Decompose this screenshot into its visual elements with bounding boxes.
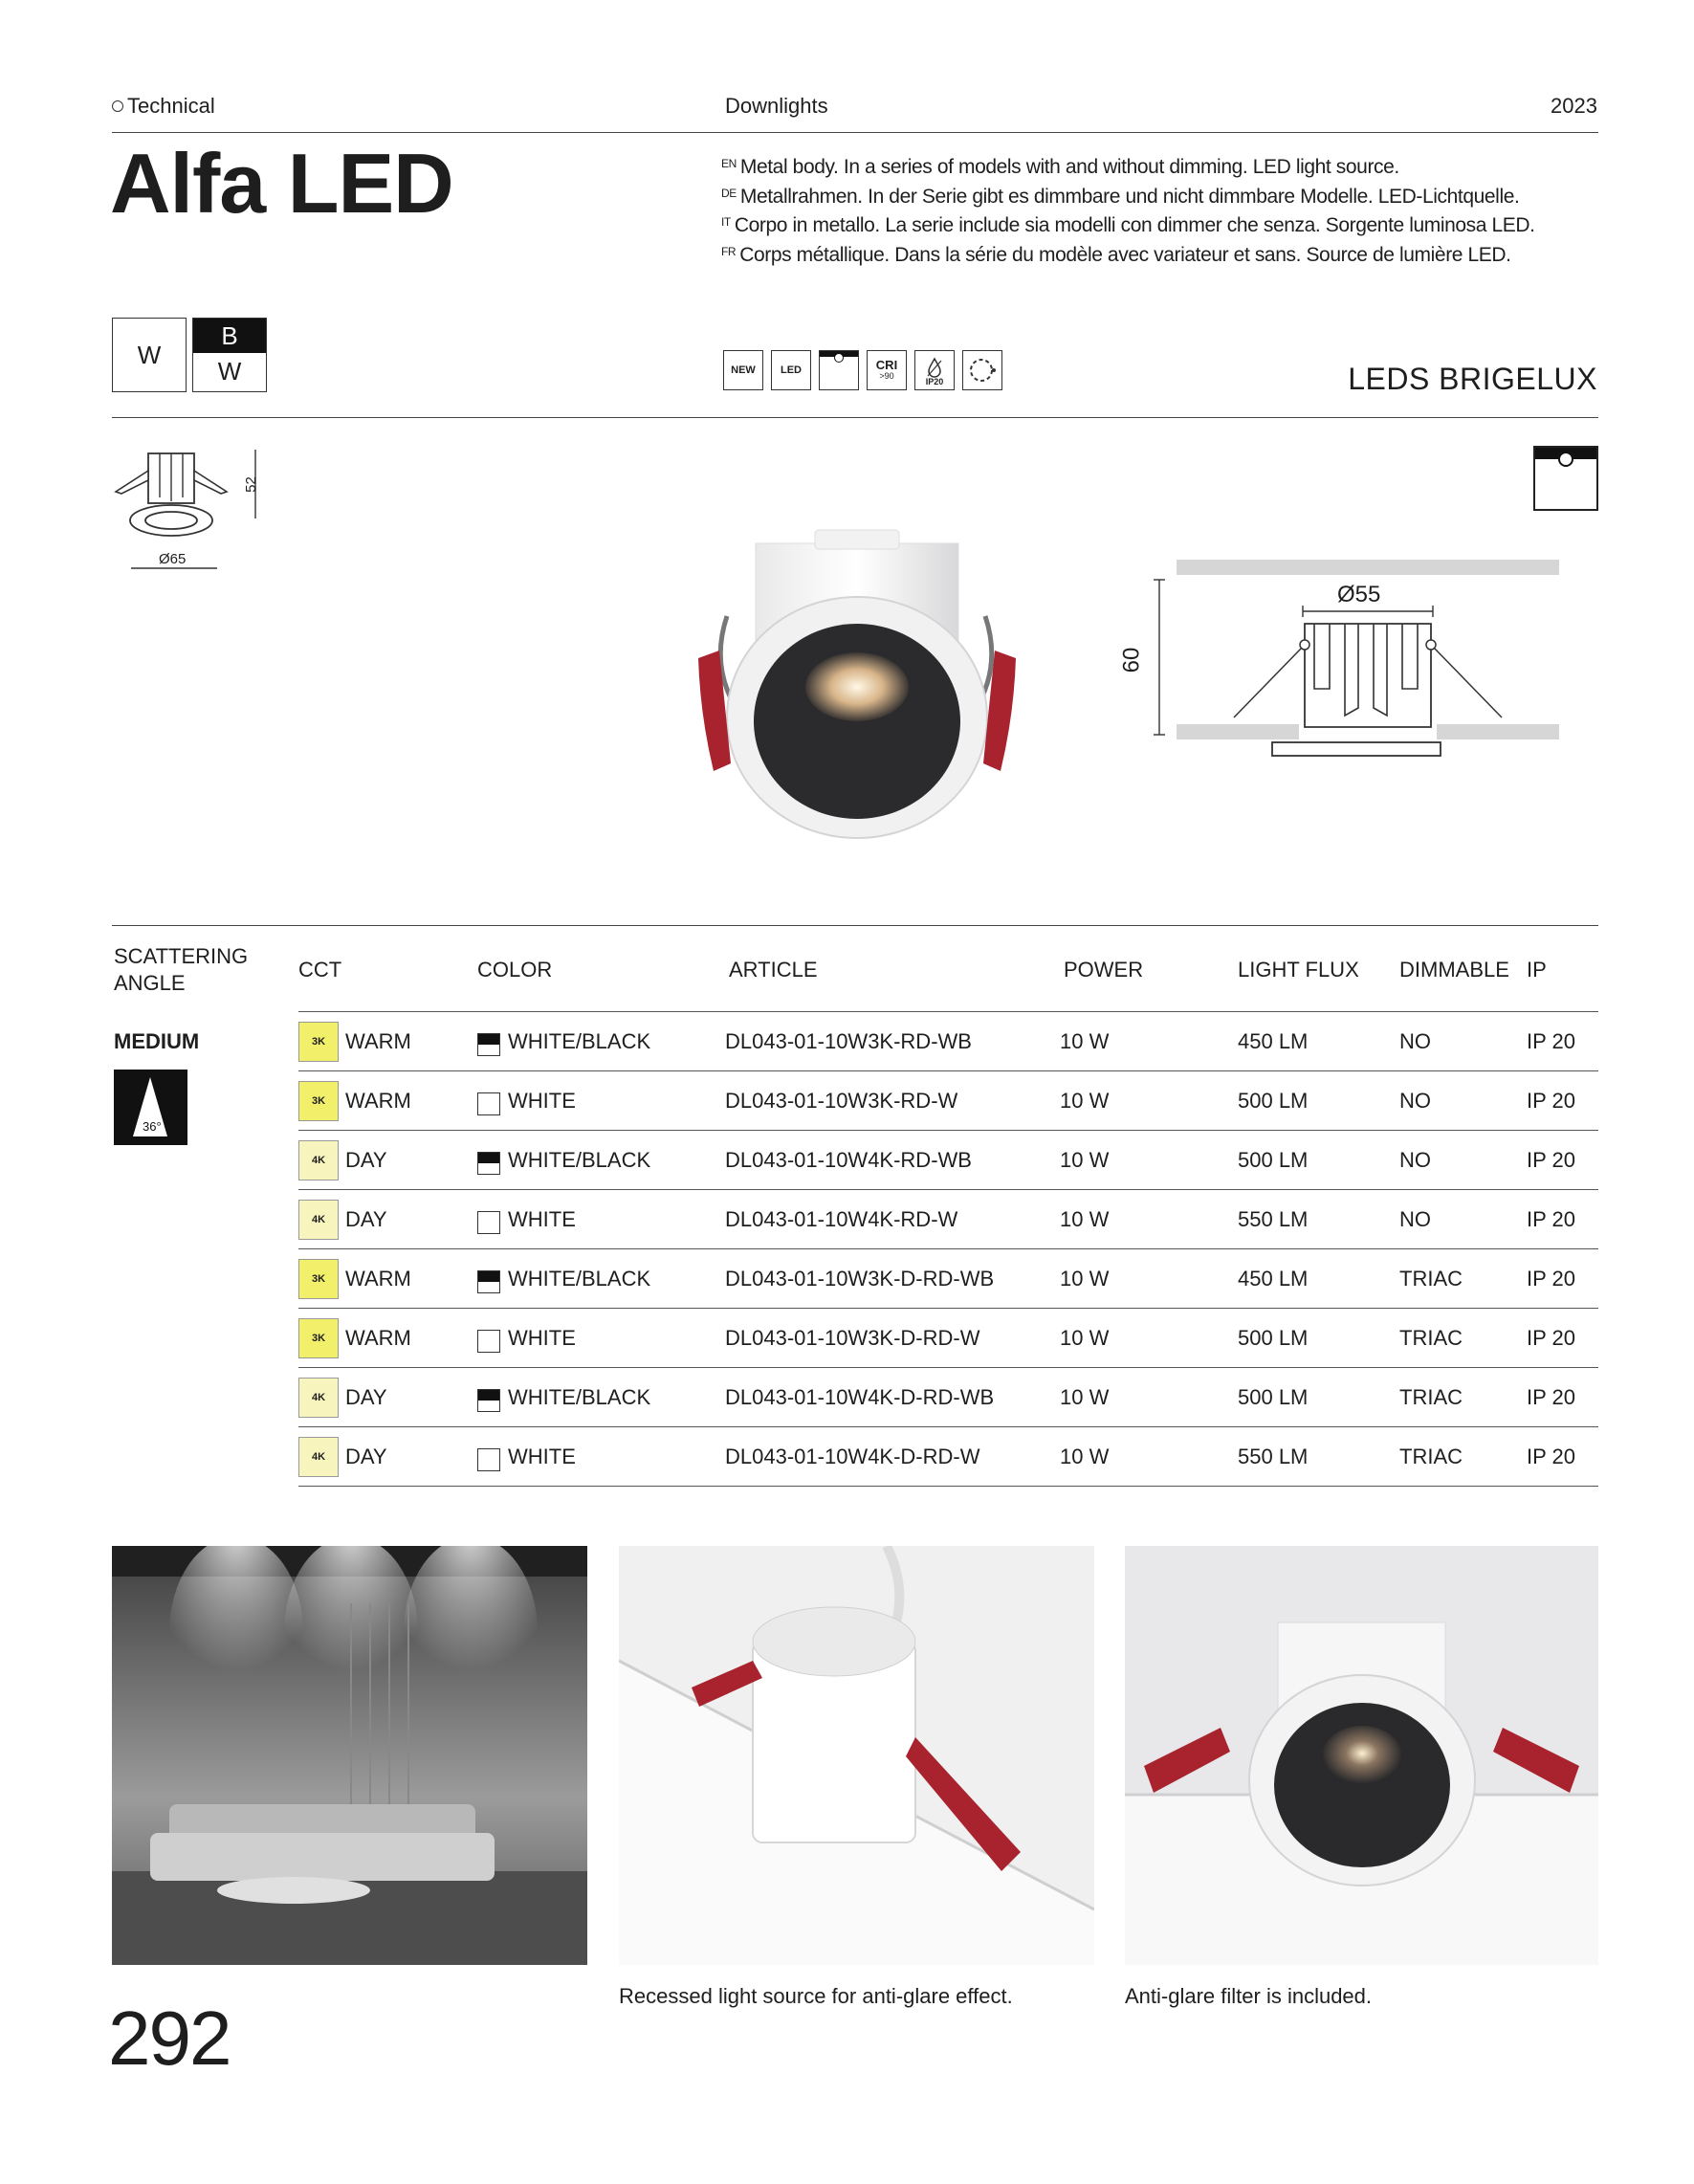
ip-cell: IP 20 xyxy=(1527,1385,1575,1409)
recessed-detail-photo xyxy=(619,1546,1094,1965)
ip-cell: IP 20 xyxy=(1527,1326,1575,1350)
power-cell: 10 W xyxy=(1060,1445,1110,1468)
color-swatch-icon xyxy=(477,1152,500,1175)
table-row xyxy=(298,1427,1598,1487)
color-cell: WHITE/BLACK xyxy=(508,1029,651,1053)
color-cell: WHITE xyxy=(508,1445,576,1468)
header-article: ARTICLE xyxy=(729,958,818,982)
color-swatch-icon xyxy=(477,1448,500,1471)
color-swatch-icon xyxy=(477,1389,500,1412)
header-ip: IP xyxy=(1527,958,1547,982)
cct-name-cell: WARM xyxy=(345,1326,411,1350)
color-cell: WHITE xyxy=(508,1207,576,1231)
header-flux: LIGHT FLUX xyxy=(1238,958,1359,982)
dimmable-cell: NO xyxy=(1399,1089,1431,1113)
table-row xyxy=(298,1012,1598,1071)
flux-cell: 500 LM xyxy=(1238,1089,1309,1113)
flux-cell: 550 LM xyxy=(1238,1207,1309,1231)
dimmable-cell: NO xyxy=(1399,1207,1431,1231)
ip-cell: IP 20 xyxy=(1527,1148,1575,1172)
header-power: POWER xyxy=(1064,958,1144,982)
cct-name-cell: WARM xyxy=(345,1089,411,1113)
led-icon: LED xyxy=(771,350,811,390)
cct-name-cell: WARM xyxy=(345,1267,411,1291)
dimmable-cell: NO xyxy=(1399,1148,1431,1172)
power-cell: 10 W xyxy=(1060,1385,1110,1409)
cct-name-cell: DAY xyxy=(345,1207,387,1231)
flux-cell: 500 LM xyxy=(1238,1148,1309,1172)
description-de: $^{DE}$ Metallrahmen. In der Serie gibt es dimmbare und nicht dimmbare Modelle. LED-Lichtquelle. xyxy=(721,185,1520,208)
cct-name-cell: WARM xyxy=(345,1029,411,1053)
anti-glare-photo xyxy=(1125,1546,1598,1965)
variant-white-box: W xyxy=(112,318,187,392)
new-icon: NEW xyxy=(723,350,763,390)
cct-swatch: 4K xyxy=(298,1378,339,1418)
small-height-label: 52 xyxy=(242,476,259,493)
dimmable-cell: TRIAC xyxy=(1399,1326,1463,1350)
dimmable-cell: TRIAC xyxy=(1399,1445,1463,1468)
section-label xyxy=(112,94,215,119)
cct-name-cell: DAY xyxy=(345,1385,387,1409)
product-description xyxy=(721,151,1601,268)
table-row xyxy=(298,1249,1598,1309)
surface-mount-icon xyxy=(819,350,859,390)
table-row xyxy=(298,1071,1598,1131)
flux-cell: 500 LM xyxy=(1238,1326,1309,1350)
article-cell: DL043-01-10W3K-RD-W xyxy=(725,1089,958,1113)
article-cell: DL043-01-10W4K-RD-WB xyxy=(725,1148,972,1172)
table-row xyxy=(298,1368,1598,1427)
description-fr: $^{FR}$ Corps métallique. Dans la série du modèle avec variateur et sans. Source de lumière LED. xyxy=(721,243,1511,266)
ip-cell: IP 20 xyxy=(1527,1445,1575,1468)
ip-cell: IP 20 xyxy=(1527,1207,1575,1231)
dimmable-cell: TRIAC xyxy=(1399,1267,1463,1291)
table-row xyxy=(298,1131,1598,1190)
variant-black-white-box xyxy=(192,318,267,392)
header-cct: CCT xyxy=(298,958,342,982)
year-label: 2023 xyxy=(1551,94,1597,118)
section-divider xyxy=(112,417,1598,418)
product-title: Alfa LED xyxy=(110,136,453,231)
power-cell: 10 W xyxy=(1060,1089,1110,1113)
cct-swatch: 3K xyxy=(298,1259,339,1299)
circle-icon xyxy=(112,100,123,112)
table-top-divider xyxy=(112,925,1598,926)
description-en: $^{EN}$ Metal body. In a series of models with and without dimming. LED light source. xyxy=(721,156,1399,178)
dimmable-cell: TRIAC xyxy=(1399,1385,1463,1409)
table-row xyxy=(298,1190,1598,1249)
caption-recessed: Recessed light source for anti-glare effect. xyxy=(619,1984,1013,2008)
color-swatch-icon xyxy=(477,1270,500,1293)
color-cell: WHITE xyxy=(508,1089,576,1113)
header-angle: SCATTERING ANGLE xyxy=(114,944,249,995)
dimmer-icon xyxy=(962,350,1002,390)
cct-name-cell: DAY xyxy=(345,1445,387,1468)
color-swatch-icon xyxy=(477,1033,500,1056)
article-cell: DL043-01-10W4K-D-RD-WB xyxy=(725,1385,995,1409)
color-cell: WHITE xyxy=(508,1326,576,1350)
page-number: 292 xyxy=(108,1996,231,2081)
caption-anti-glare: Anti-glare filter is included. xyxy=(1125,1984,1373,2008)
cct-swatch: 3K xyxy=(298,1022,339,1062)
header-dimmable: DIMMABLE xyxy=(1399,958,1509,982)
cutout-diameter-label: Ø55 xyxy=(1337,582,1381,607)
power-cell: 10 W xyxy=(1060,1267,1110,1291)
dimmable-cell: NO xyxy=(1399,1029,1431,1053)
color-swatch-icon xyxy=(477,1092,500,1115)
beam-angle-value: 36° xyxy=(143,1119,162,1134)
ip20-icon: IP20 xyxy=(914,350,955,390)
cri-icon: CRI >90 xyxy=(867,350,907,390)
row-divider xyxy=(298,1486,1598,1487)
color-cell: WHITE/BLACK xyxy=(508,1385,651,1409)
flux-cell: 450 LM xyxy=(1238,1267,1309,1291)
cct-swatch: 3K xyxy=(298,1081,339,1121)
flux-cell: 550 LM xyxy=(1238,1445,1309,1468)
color-swatch-icon xyxy=(477,1330,500,1353)
article-cell: DL043-01-10W3K-D-RD-W xyxy=(725,1326,980,1350)
cct-swatch: 4K xyxy=(298,1140,339,1180)
color-cell: WHITE/BLACK xyxy=(508,1148,651,1172)
article-cell: DL043-01-10W3K-D-RD-WB xyxy=(725,1267,995,1291)
article-cell: DL043-01-10W4K-D-RD-W xyxy=(725,1445,980,1468)
color-swatch-icon xyxy=(477,1211,500,1234)
table-row xyxy=(298,1309,1598,1368)
variant-white-label: W xyxy=(217,357,242,386)
section-text: Technical xyxy=(127,94,215,118)
category-label: Downlights xyxy=(725,94,828,118)
small-dimension-drawing xyxy=(112,442,265,576)
flux-cell: 500 LM xyxy=(1238,1385,1309,1409)
cct-swatch: 4K xyxy=(298,1437,339,1477)
brand-label: LEDS BRIGELUX xyxy=(1348,362,1597,396)
beam-angle-icon xyxy=(114,1070,187,1145)
height-label: 60 xyxy=(1118,647,1145,673)
ip-cell: IP 20 xyxy=(1527,1089,1575,1113)
ip-cell: IP 20 xyxy=(1527,1029,1575,1053)
power-cell: 10 W xyxy=(1060,1148,1110,1172)
small-diameter-label: Ø65 xyxy=(159,551,187,567)
drop-icon xyxy=(925,357,944,378)
ip-cell: IP 20 xyxy=(1527,1267,1575,1291)
interior-photo xyxy=(112,1546,587,1965)
cct-swatch: 3K xyxy=(298,1318,339,1358)
variant-black-label: B xyxy=(193,319,266,353)
color-cell: WHITE/BLACK xyxy=(508,1267,651,1291)
power-cell: 10 W xyxy=(1060,1029,1110,1053)
product-render xyxy=(681,524,1033,842)
angle-label: MEDIUM xyxy=(114,1029,200,1053)
header-color: COLOR xyxy=(477,958,553,982)
header-divider xyxy=(112,132,1598,133)
power-cell: 10 W xyxy=(1060,1326,1110,1350)
flux-cell: 450 LM xyxy=(1238,1029,1309,1053)
cct-name-cell: DAY xyxy=(345,1148,387,1172)
power-cell: 10 W xyxy=(1060,1207,1110,1231)
article-cell: DL043-01-10W4K-RD-W xyxy=(725,1207,958,1231)
mount-type-icon xyxy=(1533,446,1598,511)
description-it: $^{IT}$ Corpo in metallo. La serie include sia modelli con dimmer che senza. Sorgente luminosa LED. xyxy=(721,214,1535,236)
cct-swatch: 4K xyxy=(298,1200,339,1240)
article-cell: DL043-01-10W3K-RD-WB xyxy=(725,1029,972,1053)
